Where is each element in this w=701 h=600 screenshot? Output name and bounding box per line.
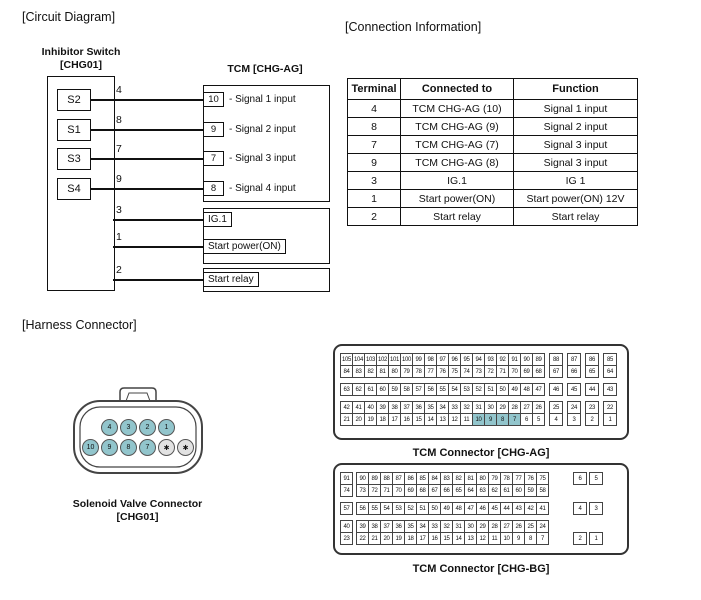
solenoid-pin-✱: ✱ xyxy=(177,439,194,456)
chg-bg-pin-24: 24 xyxy=(536,520,549,533)
cell-function: Start relay xyxy=(514,208,638,226)
chg-bg-pin-43: 43 xyxy=(512,502,525,515)
tcm-chg-ag-label: TCM [CHG-AG] xyxy=(227,63,303,75)
connection-info-table xyxy=(347,78,638,226)
cell-terminal: 2 xyxy=(348,208,401,226)
col-header-function: Function xyxy=(514,79,638,100)
solenoid-pin-10: 10 xyxy=(82,439,99,456)
chg-ag-pin-96: 96 xyxy=(448,353,461,366)
chg-bg-pin-57: 57 xyxy=(340,502,353,515)
chg-ag-pin-105: 105 xyxy=(340,353,353,366)
chg-ag-pin-71: 71 xyxy=(496,365,509,378)
chg-ag-pin-16: 16 xyxy=(400,413,413,426)
chg-ag-connector-title: TCM Connector [CHG-AG] xyxy=(412,447,550,459)
table-row xyxy=(348,208,638,226)
chg-bg-pin-53: 53 xyxy=(392,502,405,515)
chg-ag-pin-76: 76 xyxy=(436,365,449,378)
signal-2-label: - Signal 2 input xyxy=(229,124,296,135)
chg-ag-pin-91: 91 xyxy=(508,353,521,366)
chg-bg-pin-49: 49 xyxy=(440,502,453,515)
wire-terminal-4 xyxy=(91,99,203,101)
chg-ag-pin-92: 92 xyxy=(496,353,509,366)
chg-bg-pin-68: 68 xyxy=(416,484,429,497)
chg-ag-pin-49: 49 xyxy=(508,383,521,396)
cell-connected-to: Start power(ON) xyxy=(401,190,514,208)
chg-bg-pin-40: 40 xyxy=(340,520,353,533)
chg-bg-pin-20: 20 xyxy=(380,532,393,545)
chg-bg-pin-60: 60 xyxy=(512,484,525,497)
chg-bg-pin-78: 78 xyxy=(500,472,513,485)
chg-bg-pin-6: 6 xyxy=(573,472,587,485)
tcm-pin-10: 10 xyxy=(203,92,224,107)
chg-bg-pin-79: 79 xyxy=(488,472,501,485)
chg-bg-inner xyxy=(340,472,622,545)
chg-ag-pin-26: 26 xyxy=(532,401,545,414)
cell-function: Signal 1 input xyxy=(514,100,638,118)
chg-ag-pin-85: 85 xyxy=(603,353,617,366)
inhibitor-switch-name: Inhibitor Switch xyxy=(41,46,121,58)
chg-ag-pin-34: 34 xyxy=(436,401,449,414)
tcm-pin-7: 7 xyxy=(203,151,224,166)
chg-bg-pin-30: 30 xyxy=(464,520,477,533)
chg-ag-pin-99: 99 xyxy=(412,353,425,366)
chg-ag-pin-82: 82 xyxy=(364,365,377,378)
terminal-number: 7 xyxy=(116,143,122,155)
start-relay-label: Start relay xyxy=(203,272,259,287)
chg-ag-row xyxy=(340,383,622,396)
chg-ag-pin-79: 79 xyxy=(400,365,413,378)
chg-ag-pin-100: 100 xyxy=(400,353,413,366)
chg-ag-connector xyxy=(333,344,629,440)
chg-bg-pin-67: 67 xyxy=(428,484,441,497)
chg-ag-pin-95: 95 xyxy=(460,353,473,366)
chg-ag-pin-30: 30 xyxy=(484,401,497,414)
chg-ag-pin-31: 31 xyxy=(472,401,485,414)
chg-bg-pin-35: 35 xyxy=(404,520,417,533)
terminal-number: 2 xyxy=(116,264,122,276)
chg-bg-pin-47: 47 xyxy=(464,502,477,515)
chg-bg-grid xyxy=(340,472,549,545)
tcm-pin-8: 8 xyxy=(203,181,224,196)
chg-bg-pin-1: 1 xyxy=(589,532,603,545)
table-row xyxy=(348,136,638,154)
chg-bg-pin-28: 28 xyxy=(488,520,501,533)
chg-bg-pin-12: 12 xyxy=(476,532,489,545)
chg-bg-pin-9: 9 xyxy=(512,532,525,545)
signal-1-label: - Signal 1 input xyxy=(229,94,296,105)
chg-bg-pin-11: 11 xyxy=(488,532,501,545)
chg-ag-pin-11: 11 xyxy=(460,413,473,426)
signal-4-label: - Signal 4 input xyxy=(229,183,296,194)
ig1-label: IG.1 xyxy=(203,212,232,227)
chg-bg-pin-5: 5 xyxy=(589,472,603,485)
chg-bg-pin-72: 72 xyxy=(368,484,381,497)
chg-ag-pin-40: 40 xyxy=(364,401,377,414)
chg-ag-pin-12: 12 xyxy=(448,413,461,426)
chg-ag-pin-80: 80 xyxy=(388,365,401,378)
connection-information-title: [Connection Information] xyxy=(345,20,482,34)
inhibitor-switch-code: [CHG01] xyxy=(59,58,102,71)
chg-ag-pin-70: 70 xyxy=(508,365,521,378)
chg-ag-pin-2: 2 xyxy=(585,413,599,426)
chg-bg-pin-41: 41 xyxy=(536,502,549,515)
cell-terminal: 3 xyxy=(348,172,401,190)
chg-bg-pin-3: 3 xyxy=(589,502,603,515)
chg-ag-pin-52: 52 xyxy=(472,383,485,396)
chg-ag-pin-6: 6 xyxy=(520,413,533,426)
cell-function: Signal 3 input xyxy=(514,136,638,154)
switch-s4: S4 xyxy=(57,178,91,200)
chg-ag-pin-94: 94 xyxy=(472,353,485,366)
chg-bg-pin-39: 39 xyxy=(356,520,369,533)
chg-ag-pin-58: 58 xyxy=(400,383,413,396)
solenoid-pins-bottom xyxy=(82,439,194,456)
chg-ag-pin-47: 47 xyxy=(532,383,545,396)
chg-bg-row xyxy=(340,532,549,545)
chg-ag-pin-9: 9 xyxy=(484,413,497,426)
switch-s3: S3 xyxy=(57,148,91,170)
chg-ag-pin-45: 45 xyxy=(567,383,581,396)
chg-bg-pin-91: 91 xyxy=(340,472,353,485)
chg-bg-row xyxy=(340,502,549,515)
solenoid-pins-top xyxy=(101,419,175,436)
chg-ag-pin-23: 23 xyxy=(585,401,599,414)
chg-bg-pin-88: 88 xyxy=(380,472,393,485)
wire-terminal-8 xyxy=(91,129,203,131)
circuit-diagram-title: [Circuit Diagram] xyxy=(22,10,116,24)
table-row xyxy=(348,100,638,118)
chg-bg-pin-14: 14 xyxy=(452,532,465,545)
chg-ag-pin-38: 38 xyxy=(388,401,401,414)
cell-terminal: 4 xyxy=(348,100,401,118)
terminal-number: 1 xyxy=(116,231,122,243)
chg-bg-pin-36: 36 xyxy=(392,520,405,533)
inhibitor-switch-label xyxy=(28,46,134,71)
cell-connected-to: TCM CHG-AG (7) xyxy=(401,136,514,154)
chg-ag-pin-43: 43 xyxy=(603,383,617,396)
chg-ag-pin-14: 14 xyxy=(424,413,437,426)
chg-bg-pin-90: 90 xyxy=(356,472,369,485)
chg-ag-pin-55: 55 xyxy=(436,383,449,396)
chg-bg-pin-19: 19 xyxy=(392,532,405,545)
table-header-row xyxy=(348,79,638,100)
chg-bg-pin-50: 50 xyxy=(428,502,441,515)
chg-bg-pin-62: 62 xyxy=(488,484,501,497)
chg-ag-pin-5: 5 xyxy=(532,413,545,426)
chg-ag-pin-48: 48 xyxy=(520,383,533,396)
terminal-number: 4 xyxy=(116,84,122,96)
cell-terminal: 7 xyxy=(348,136,401,154)
chg-bg-pin-71: 71 xyxy=(380,484,393,497)
chg-ag-pin-93: 93 xyxy=(484,353,497,366)
table-row xyxy=(348,118,638,136)
chg-ag-pin-1: 1 xyxy=(603,413,617,426)
cell-connected-to: Start relay xyxy=(401,208,514,226)
chg-ag-pin-41: 41 xyxy=(352,401,365,414)
switch-s1: S1 xyxy=(57,119,91,141)
chg-ag-pin-81: 81 xyxy=(376,365,389,378)
cell-connected-to: TCM CHG-AG (9) xyxy=(401,118,514,136)
wire-terminal-9 xyxy=(91,188,203,190)
chg-ag-pin-59: 59 xyxy=(388,383,401,396)
chg-bg-pin-87: 87 xyxy=(392,472,405,485)
chg-ag-pin-90: 90 xyxy=(520,353,533,366)
chg-ag-pin-13: 13 xyxy=(436,413,449,426)
chg-ag-pin-87: 87 xyxy=(567,353,581,366)
chg-ag-pin-102: 102 xyxy=(376,353,389,366)
solenoid-pin-7: 7 xyxy=(139,439,156,456)
chg-ag-pin-89: 89 xyxy=(532,353,545,366)
solenoid-pin-3: 3 xyxy=(120,419,137,436)
chg-ag-pin-86: 86 xyxy=(585,353,599,366)
chg-bg-pin-33: 33 xyxy=(428,520,441,533)
terminal-number: 8 xyxy=(116,114,122,126)
chg-ag-pin-33: 33 xyxy=(448,401,461,414)
table-row xyxy=(348,190,638,208)
chg-ag-pin-24: 24 xyxy=(567,401,581,414)
chg-ag-pin-101: 101 xyxy=(388,353,401,366)
chg-ag-pin-65: 65 xyxy=(585,365,599,378)
wire-terminal-1 xyxy=(113,246,203,248)
chg-ag-pin-3: 3 xyxy=(567,413,581,426)
chg-ag-pin-98: 98 xyxy=(424,353,437,366)
chg-bg-pin-38: 38 xyxy=(368,520,381,533)
chg-ag-pin-64: 64 xyxy=(603,365,617,378)
chg-bg-pin-21: 21 xyxy=(368,532,381,545)
chg-bg-pin-4: 4 xyxy=(573,502,587,515)
chg-ag-row xyxy=(340,365,622,378)
chg-bg-pin-80: 80 xyxy=(476,472,489,485)
chg-ag-pin-37: 37 xyxy=(400,401,413,414)
chg-ag-pin-61: 61 xyxy=(364,383,377,396)
chg-bg-pin-51: 51 xyxy=(416,502,429,515)
chg-ag-pin-46: 46 xyxy=(549,383,563,396)
solenoid-connector-name: Solenoid Valve Connector xyxy=(72,498,203,510)
chg-bg-pin-2: 2 xyxy=(573,532,587,545)
solenoid-connector-code: [CHG01] xyxy=(116,510,159,523)
chg-ag-pin-57: 57 xyxy=(412,383,425,396)
chg-bg-pin-63: 63 xyxy=(476,484,489,497)
chg-bg-pin-59: 59 xyxy=(524,484,537,497)
cell-connected-to: IG.1 xyxy=(401,172,514,190)
chg-bg-pin-37: 37 xyxy=(380,520,393,533)
chg-bg-pin-54: 54 xyxy=(380,502,393,515)
chg-ag-pin-83: 83 xyxy=(352,365,365,378)
chg-ag-pin-56: 56 xyxy=(424,383,437,396)
chg-ag-pin-63: 63 xyxy=(340,383,353,396)
cell-function: IG 1 xyxy=(514,172,638,190)
chg-bg-pin-89: 89 xyxy=(368,472,381,485)
chg-ag-pin-103: 103 xyxy=(364,353,377,366)
chg-bg-pin-17: 17 xyxy=(416,532,429,545)
chg-bg-pin-10: 10 xyxy=(500,532,513,545)
chg-ag-pin-104: 104 xyxy=(352,353,365,366)
chg-bg-pin-73: 73 xyxy=(356,484,369,497)
solenoid-pin-8: 8 xyxy=(120,439,137,456)
chg-bg-pin-75: 75 xyxy=(536,472,549,485)
chg-bg-pin-8: 8 xyxy=(524,532,537,545)
cell-function: Signal 3 input xyxy=(514,154,638,172)
wire-terminal-2 xyxy=(113,279,203,281)
chg-bg-pin-69: 69 xyxy=(404,484,417,497)
cell-function: Start power(ON) 12V xyxy=(514,190,638,208)
chg-bg-pin-29: 29 xyxy=(476,520,489,533)
cell-connected-to: TCM CHG-AG (8) xyxy=(401,154,514,172)
chg-bg-pin-25: 25 xyxy=(524,520,537,533)
chg-ag-pin-39: 39 xyxy=(376,401,389,414)
chg-ag-pin-68: 68 xyxy=(532,365,545,378)
col-header-connected-to: Connected to xyxy=(401,79,514,100)
chg-ag-pin-51: 51 xyxy=(484,383,497,396)
solenoid-connector-label xyxy=(40,498,235,523)
terminal-number: 3 xyxy=(116,204,122,216)
chg-ag-pin-17: 17 xyxy=(388,413,401,426)
cell-connected-to: TCM CHG-AG (10) xyxy=(401,100,514,118)
cell-terminal: 1 xyxy=(348,190,401,208)
chg-bg-pin-46: 46 xyxy=(476,502,489,515)
chg-bg-pin-55: 55 xyxy=(368,502,381,515)
chg-ag-pin-35: 35 xyxy=(424,401,437,414)
chg-bg-pin-42: 42 xyxy=(524,502,537,515)
chg-ag-pin-72: 72 xyxy=(484,365,497,378)
wire-terminal-3 xyxy=(113,219,203,221)
solenoid-pin-1: 1 xyxy=(158,419,175,436)
solenoid-pin-2: 2 xyxy=(139,419,156,436)
chg-ag-pin-66: 66 xyxy=(567,365,581,378)
chg-ag-row xyxy=(340,413,622,426)
chg-bg-pin-15: 15 xyxy=(440,532,453,545)
chg-ag-pin-32: 32 xyxy=(460,401,473,414)
harness-connector-title: [Harness Connector] xyxy=(22,318,137,332)
chg-ag-pin-28: 28 xyxy=(508,401,521,414)
chg-ag-pin-53: 53 xyxy=(460,383,473,396)
chg-bg-pin-76: 76 xyxy=(524,472,537,485)
chg-ag-pin-54: 54 xyxy=(448,383,461,396)
chg-bg-pin-34: 34 xyxy=(416,520,429,533)
chg-bg-pin-7: 7 xyxy=(536,532,549,545)
chg-bg-pin-56: 56 xyxy=(356,502,369,515)
solenoid-pin-4: 4 xyxy=(101,419,118,436)
solenoid-pin-9: 9 xyxy=(101,439,118,456)
chg-bg-pin-22: 22 xyxy=(356,532,369,545)
chg-bg-pin-82: 82 xyxy=(452,472,465,485)
signal-3-label: - Signal 3 input xyxy=(229,153,296,164)
wire-terminal-7 xyxy=(91,158,203,160)
tcm-pin-9: 9 xyxy=(203,122,224,137)
solenoid-pin-✱: ✱ xyxy=(158,439,175,456)
chg-bg-pin-61: 61 xyxy=(500,484,513,497)
chg-bg-pin-64: 64 xyxy=(464,484,477,497)
chg-ag-pin-69: 69 xyxy=(520,365,533,378)
terminal-number: 9 xyxy=(116,173,122,185)
chg-bg-pin-44: 44 xyxy=(500,502,513,515)
chg-ag-pin-22: 22 xyxy=(603,401,617,414)
chg-bg-pin-77: 77 xyxy=(512,472,525,485)
chg-ag-pin-27: 27 xyxy=(520,401,533,414)
cell-terminal: 8 xyxy=(348,118,401,136)
chg-bg-pin-32: 32 xyxy=(440,520,453,533)
chg-bg-pin-74: 74 xyxy=(340,484,353,497)
chg-ag-pin-60: 60 xyxy=(376,383,389,396)
chg-bg-pin-48: 48 xyxy=(452,502,465,515)
chg-bg-pin-86: 86 xyxy=(404,472,417,485)
switch-s2: S2 xyxy=(57,89,91,111)
chg-ag-pin-18: 18 xyxy=(376,413,389,426)
chg-ag-pin-25: 25 xyxy=(549,401,563,414)
chg-ag-pin-84: 84 xyxy=(340,365,353,378)
chg-bg-pin-84: 84 xyxy=(428,472,441,485)
chg-ag-pin-20: 20 xyxy=(352,413,365,426)
chg-bg-pin-45: 45 xyxy=(488,502,501,515)
cell-function: Signal 2 input xyxy=(514,118,638,136)
chg-bg-pin-18: 18 xyxy=(404,532,417,545)
chg-bg-pin-31: 31 xyxy=(452,520,465,533)
chg-ag-pin-74: 74 xyxy=(460,365,473,378)
chg-ag-pin-67: 67 xyxy=(549,365,563,378)
chg-ag-pin-42: 42 xyxy=(340,401,353,414)
chg-bg-connector-title: TCM Connector [CHG-BG] xyxy=(412,563,550,575)
chg-bg-pin-83: 83 xyxy=(440,472,453,485)
chg-ag-pin-88: 88 xyxy=(549,353,563,366)
chg-ag-pin-19: 19 xyxy=(364,413,377,426)
chg-bg-pin-26: 26 xyxy=(512,520,525,533)
col-header-terminal: Terminal xyxy=(348,79,401,100)
chg-ag-pin-21: 21 xyxy=(340,413,353,426)
chg-bg-pin-13: 13 xyxy=(464,532,477,545)
chg-ag-pin-62: 62 xyxy=(352,383,365,396)
chg-ag-pin-73: 73 xyxy=(472,365,485,378)
chg-bg-pin-52: 52 xyxy=(404,502,417,515)
chg-bg-pin-81: 81 xyxy=(464,472,477,485)
chg-bg-pin-16: 16 xyxy=(428,532,441,545)
chg-ag-pin-29: 29 xyxy=(496,401,509,414)
chg-ag-grid xyxy=(340,353,622,426)
chg-bg-pin-70: 70 xyxy=(392,484,405,497)
chg-bg-connector xyxy=(333,463,629,555)
chg-bg-pin-23: 23 xyxy=(340,532,353,545)
chg-bg-pin-65: 65 xyxy=(452,484,465,497)
chg-ag-pin-44: 44 xyxy=(585,383,599,396)
chg-ag-pin-50: 50 xyxy=(496,383,509,396)
start-power-label: Start power(ON) xyxy=(203,239,286,254)
chg-ag-pin-75: 75 xyxy=(448,365,461,378)
chg-bg-pin-85: 85 xyxy=(416,472,429,485)
table-row xyxy=(348,154,638,172)
chg-ag-pin-10: 10 xyxy=(472,413,485,426)
chg-bg-side xyxy=(573,472,603,545)
chg-bg-pin-58: 58 xyxy=(536,484,549,497)
chg-bg-row xyxy=(340,484,549,497)
chg-ag-pin-97: 97 xyxy=(436,353,449,366)
cell-terminal: 9 xyxy=(348,154,401,172)
chg-bg-pin-66: 66 xyxy=(440,484,453,497)
chg-ag-pin-8: 8 xyxy=(496,413,509,426)
chg-bg-pin-27: 27 xyxy=(500,520,513,533)
chg-ag-pin-7: 7 xyxy=(508,413,521,426)
chg-ag-pin-78: 78 xyxy=(412,365,425,378)
chg-ag-pin-15: 15 xyxy=(412,413,425,426)
chg-ag-pin-36: 36 xyxy=(412,401,425,414)
chg-ag-pin-4: 4 xyxy=(549,413,563,426)
chg-ag-pin-77: 77 xyxy=(424,365,437,378)
table-row xyxy=(348,172,638,190)
